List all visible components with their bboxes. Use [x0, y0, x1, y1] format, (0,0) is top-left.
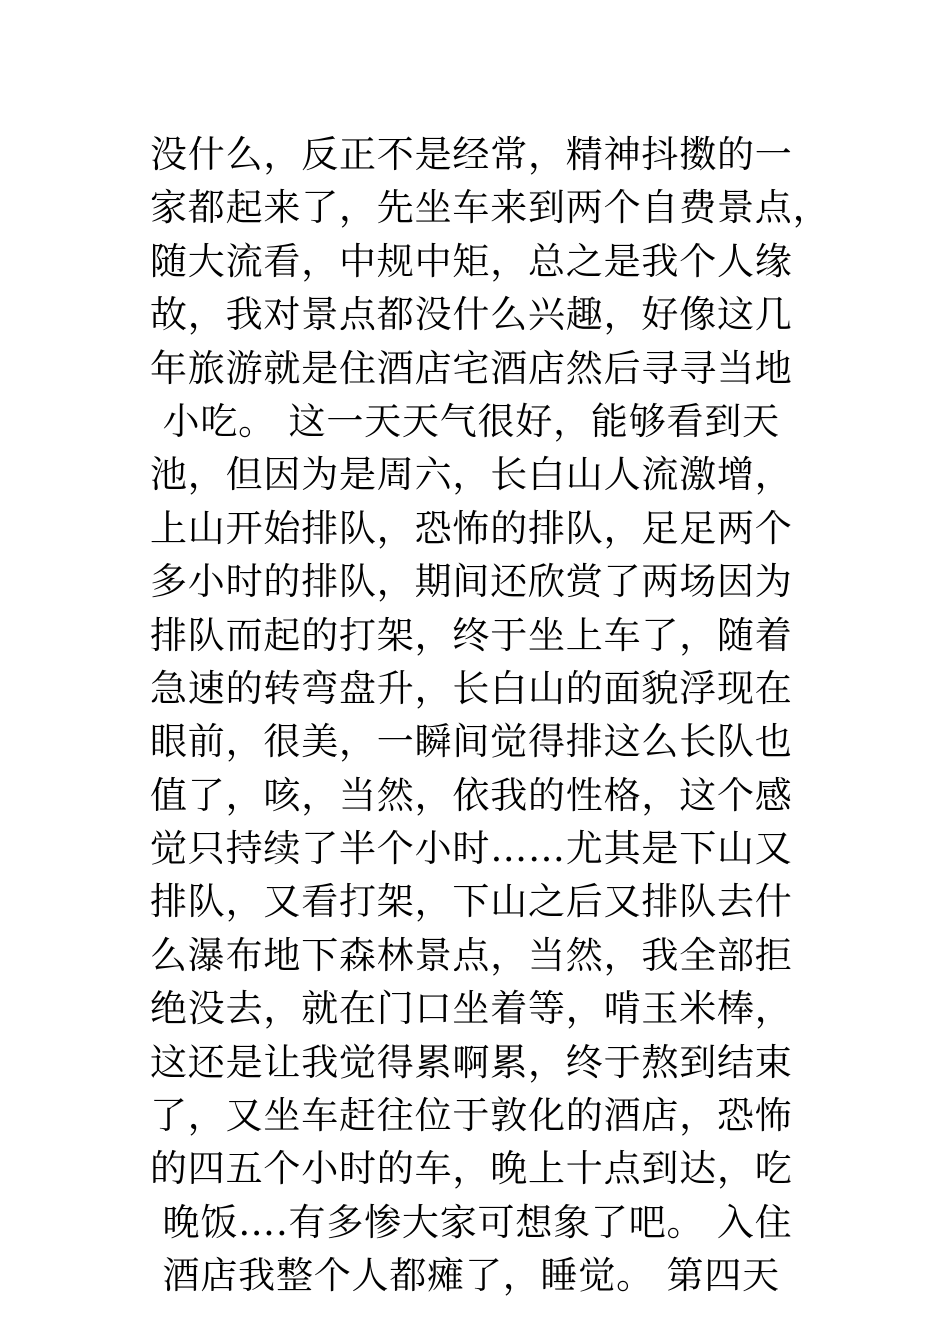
text-line: 觉只持续了半个小时……尤其是下山又 — [150, 827, 793, 871]
text-line: 眼前，很美，一瞬间觉得排这么长队也 — [150, 720, 793, 764]
text-line: 上山开始排队，恐怖的排队，足足两个 — [150, 506, 793, 550]
text-line: 家都起来了，先坐车来到两个自费景点， — [150, 186, 831, 230]
text-line: 排队，又看打架，下山之后又排队去什 — [150, 880, 793, 924]
text-line: 急速的转弯盘升，长白山的面貌浮现在 — [150, 666, 793, 710]
text-line: 晚饭….有多惨大家可想象了吧。 入住 — [150, 1200, 793, 1244]
text-line: 这还是让我觉得累啊累，终于熬到结束 — [150, 1040, 793, 1084]
text-line: 酒店我整个人都瘫了，睡觉。 第四天 — [150, 1254, 780, 1298]
text-line: 的四五个小时的车，晚上十点到达，吃 — [150, 1147, 793, 1191]
text-line: 池，但因为是周六，长白山人流激增， — [150, 453, 793, 497]
text-line: 排队而起的打架，终于坐上车了，随着 — [150, 613, 793, 657]
text-line: 故，我对景点都没什么兴趣，好像这几 — [150, 293, 793, 337]
body-text — [150, 128, 830, 1303]
text-line: 值了，咳，当然，依我的性格，这个感 — [150, 773, 793, 817]
text-line: 年旅游就是住酒店宅酒店然后寻寻当地 — [150, 346, 793, 390]
text-line: 多小时的排队，期间还欣赏了两场因为 — [150, 560, 793, 604]
text-line: 么瀑布地下森林景点，当然，我全部拒 — [150, 933, 793, 977]
text-line: 没什么，反正不是经常，精神抖擞的一 — [150, 133, 793, 176]
text-line: 了，又坐车赶往位于敦化的酒店，恐怖 — [150, 1094, 793, 1138]
text-line: 绝没去，就在门口坐着等，啃玉米棒， — [150, 987, 793, 1031]
text-line: 小吃。 这一天天气很好，能够看到天 — [150, 399, 780, 443]
text-line: 随大流看，中规中矩，总之是我个人缘 — [150, 239, 793, 283]
